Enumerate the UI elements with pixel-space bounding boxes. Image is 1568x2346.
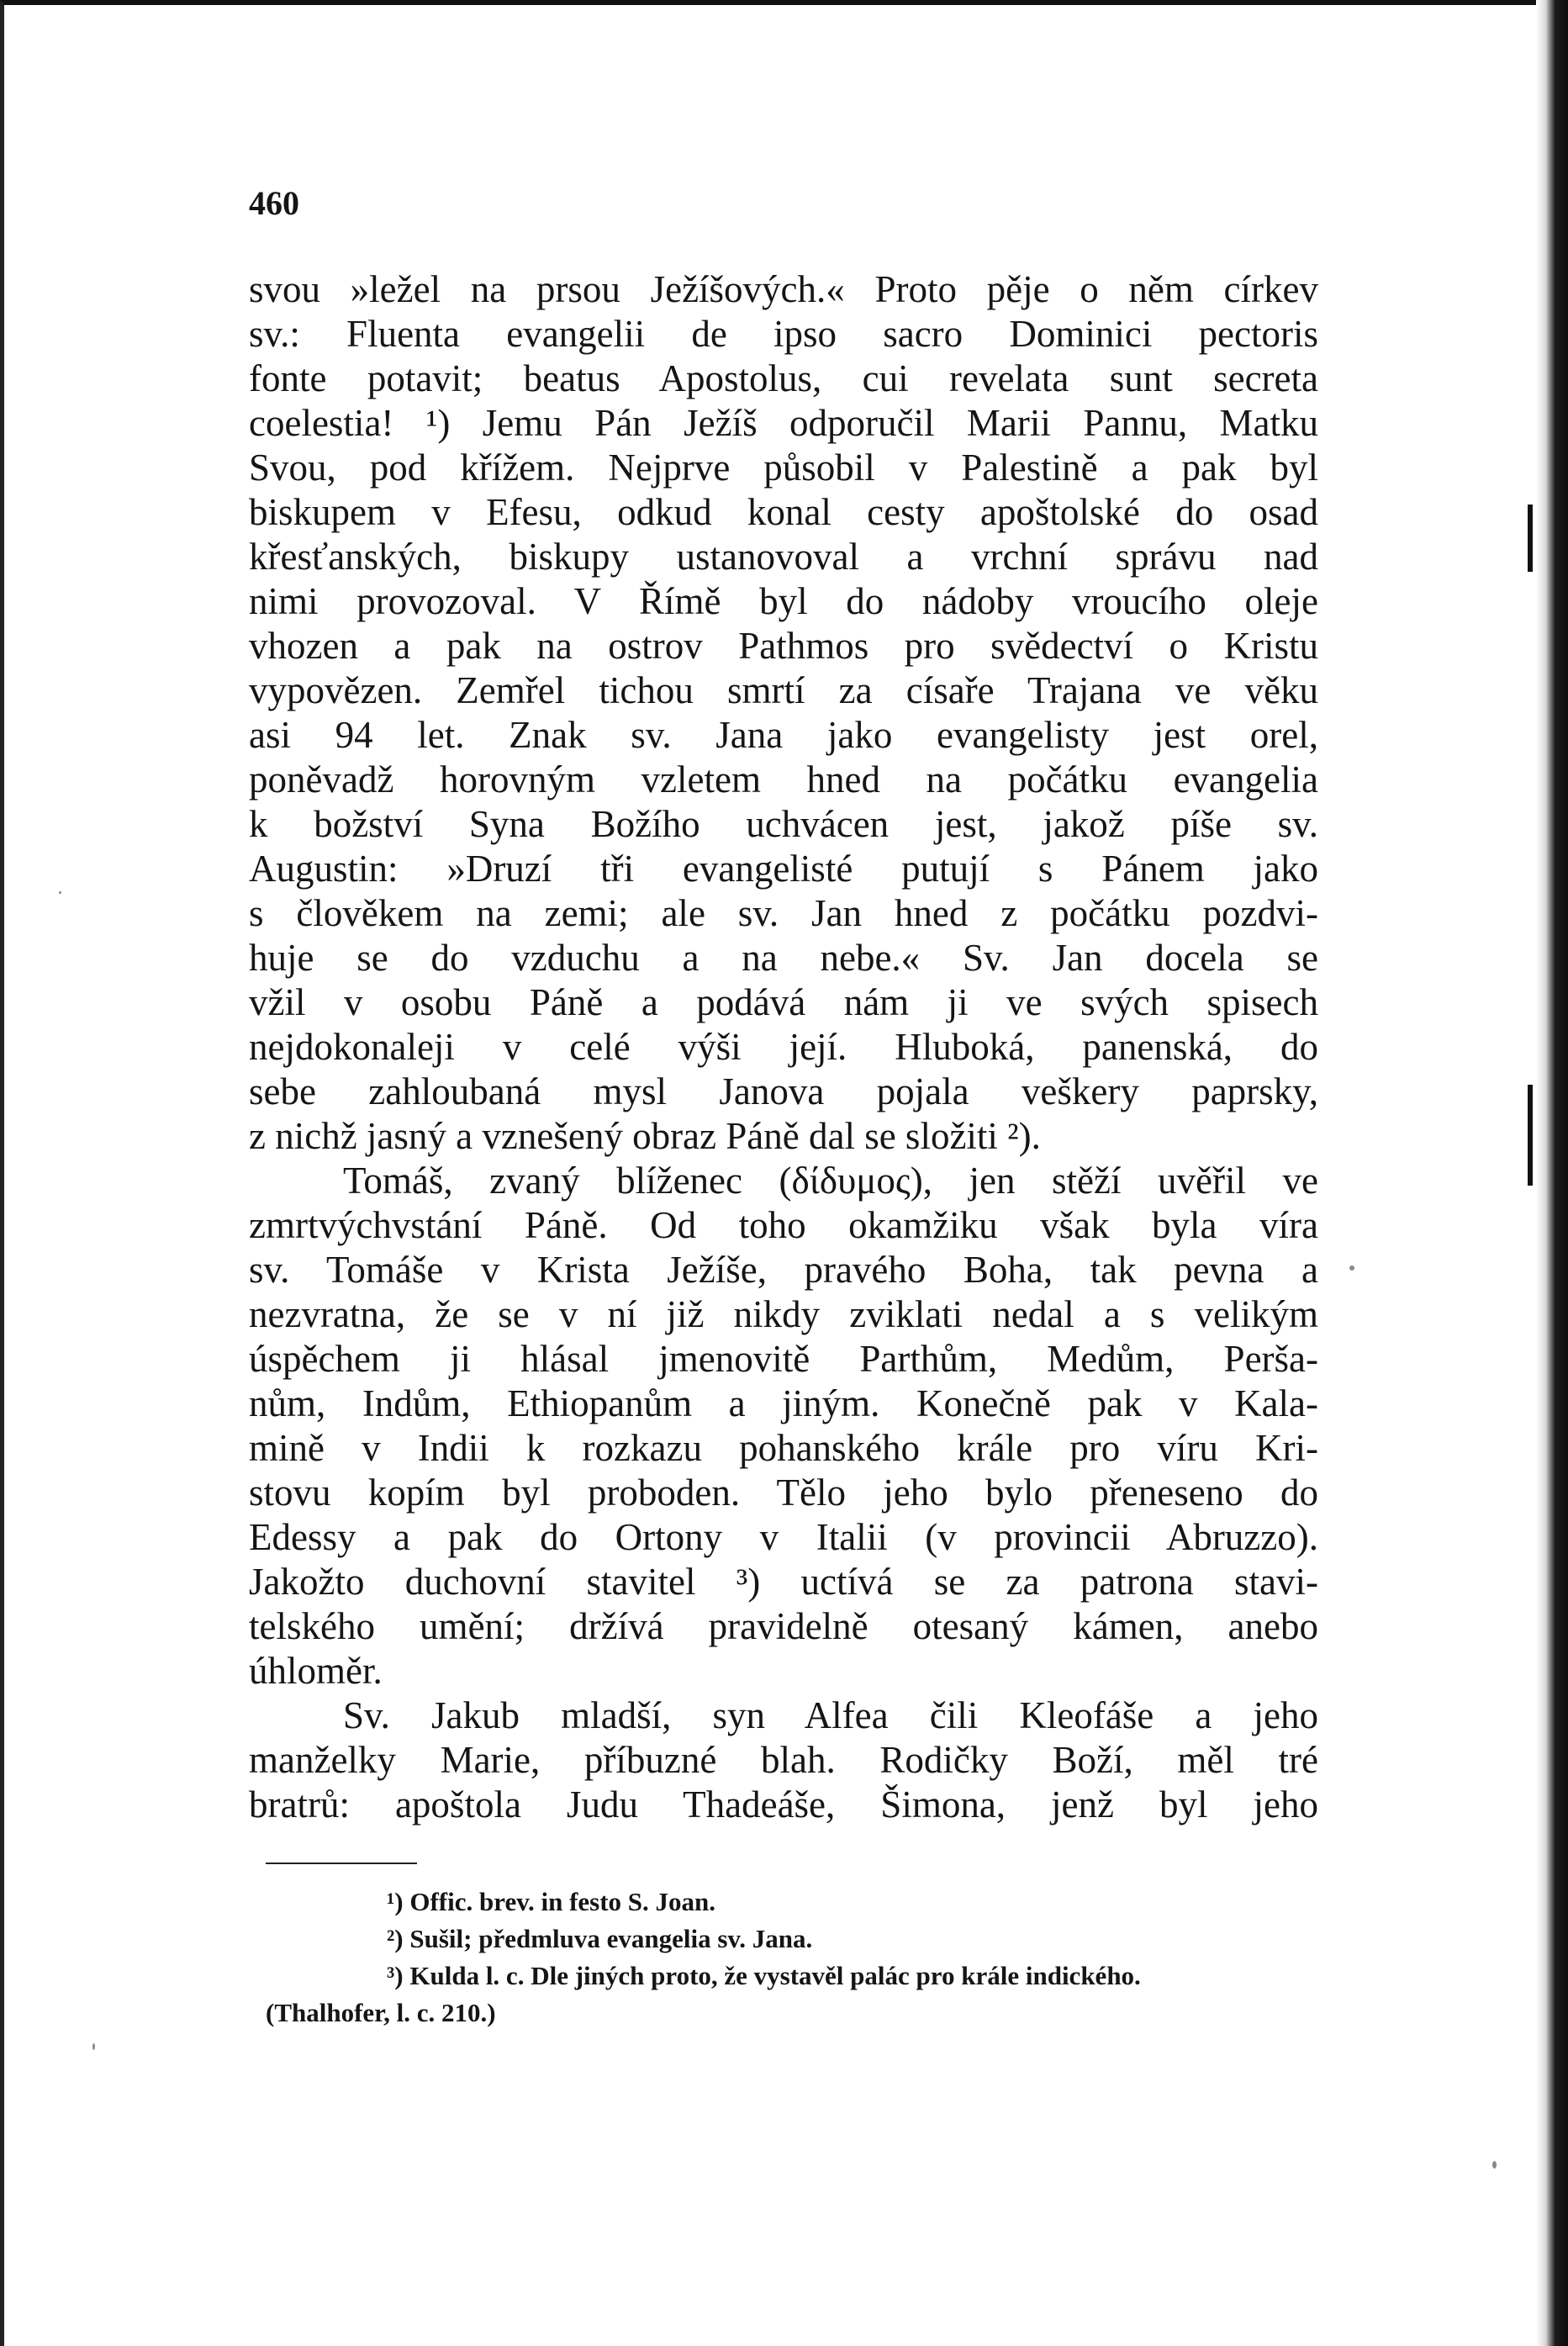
text-line: asi 94 let. Znak sv. Jana jako evangelisty jest orel, bbox=[249, 714, 1318, 756]
text-line: sv.: Fluenta evangelii de ipso sacro Dominici pectoris bbox=[249, 313, 1318, 355]
text-line: zmrtvýchvstání Páně. Od toho okamžiku však byla víra bbox=[249, 1204, 1318, 1246]
footnote: ²) Sušil; předmluva evangelia sv. Jana. bbox=[387, 1924, 813, 1953]
scan-speck bbox=[1349, 1265, 1354, 1271]
scan-speck bbox=[92, 2043, 95, 2050]
text-line: nejdokonaleji v celé výši její. Hluboká, panenská, do bbox=[249, 1026, 1318, 1068]
text-line: svou »ležel na prsou Ježíšových.« Proto pěje o něm církev bbox=[249, 268, 1318, 310]
footnote: ³) Kulda l. c. Dle jiných proto, že vystavěl palác pro krále indického. bbox=[387, 1961, 1141, 1990]
text-line: vhozen a pak na ostrov Pathmos pro svědectví o Kristu bbox=[249, 625, 1318, 667]
text-line: nimi provozoval. V Římě byl do nádoby vroucího oleje bbox=[249, 580, 1318, 622]
text-line: Edessy a pak do Ortony v Italii (v provincii Abruzzo). bbox=[249, 1516, 1318, 1558]
text-line: poněvadž horovným vzletem hned na počátku evangelia bbox=[249, 758, 1318, 800]
text-line: stovu kopím byl proboden. Tělo jeho bylo přeneseno do bbox=[249, 1472, 1318, 1514]
text-line: bratrů: apoštola Judu Thadeáše, Šimona, jenž byl jeho bbox=[249, 1783, 1318, 1826]
book-spine-shadow bbox=[1536, 0, 1568, 2346]
text-line: Augustin: »Druzí tři evangelisté putují s Pánem jako bbox=[249, 848, 1318, 890]
text-line: úhloměr. bbox=[249, 1650, 383, 1692]
text-line: mině v Indii k rozkazu pohanského krále pro víru Kri- bbox=[249, 1427, 1318, 1469]
text-line: Tomáš, zvaný blíženec (δίδυμος), jen stěží uvěřil ve bbox=[343, 1160, 1318, 1202]
text-line: huje se do vzduchu a na nebe.« Sv. Jan docela se bbox=[249, 937, 1318, 979]
text-line: křesťanských, biskupy ustanovoval a vrchní správu nad bbox=[249, 536, 1318, 578]
text-line: z nichž jasný a vznešený obraz Páně dal se složiti ²). bbox=[249, 1115, 1041, 1157]
footnotes bbox=[266, 1884, 1322, 2032]
text-line: vypovězen. Zemřel tichou smrtí za císaře Trajana ve věku bbox=[249, 669, 1318, 711]
text-line: Sv. Jakub mladší, syn Alfea čili Kleofáše a jeho bbox=[343, 1694, 1318, 1736]
text-line: Svou, pod křížem. Nejprve působil v Palestině a pak byl bbox=[249, 446, 1318, 489]
scan-speck bbox=[1492, 2161, 1497, 2169]
text-line: fonte potavit; beatus Apostolus, cui revelata sunt secreta bbox=[249, 357, 1318, 399]
footnote: (Thalhofer, l. c. 210.) bbox=[266, 1998, 496, 2027]
text-line: manželky Marie, příbuzné blah. Rodičky Boží, měl tré bbox=[249, 1739, 1318, 1781]
page-number: 460 bbox=[249, 184, 299, 222]
text-line: nům, Indům, Ethiopanům a jiným. Konečně pak v Kala- bbox=[249, 1382, 1318, 1424]
text-line: biskupem v Efesu, odkud konal cesty apoštolské do osad bbox=[249, 491, 1318, 533]
text-line: coelestia! ¹) Jemu Pán Ježíš odporučil Marii Pannu, Matku bbox=[249, 402, 1318, 444]
text-line: nezvratna, že se v ní již nikdy zviklati nedal a s velikým bbox=[249, 1293, 1318, 1335]
text-line: s člověkem na zemi; ale sv. Jan hned z počátku pozdvi- bbox=[249, 892, 1318, 934]
spine-mark bbox=[1528, 1085, 1533, 1186]
footnote-rule bbox=[266, 1863, 417, 1864]
text-line: sebe zahloubaná mysl Janova pojala veškery paprsky, bbox=[249, 1070, 1318, 1112]
footnote: ¹) Offic. brev. in festo S. Joan. bbox=[387, 1887, 716, 1916]
text-line: Jakožto duchovní stavitel ³) uctívá se za patrona stavi- bbox=[249, 1561, 1318, 1603]
text-line: sv. Tomáše v Krista Ježíše, pravého Boha, tak pevna a bbox=[249, 1249, 1318, 1291]
spine-mark bbox=[1528, 505, 1533, 572]
text-line: úspěchem ji hlásal jmenovitě Parthům, Medům, Perša- bbox=[249, 1338, 1318, 1380]
text-line: telského umění; držívá pravidelně otesaný kámen, anebo bbox=[249, 1605, 1318, 1647]
body-text bbox=[249, 267, 1318, 1827]
text-line: k božství Syna Božího uchvácen jest, jakož píše sv. bbox=[249, 803, 1318, 845]
text-line: vžil v osobu Páně a podává nám ji ve svých spisech bbox=[249, 981, 1318, 1023]
scan-speck bbox=[59, 891, 61, 894]
